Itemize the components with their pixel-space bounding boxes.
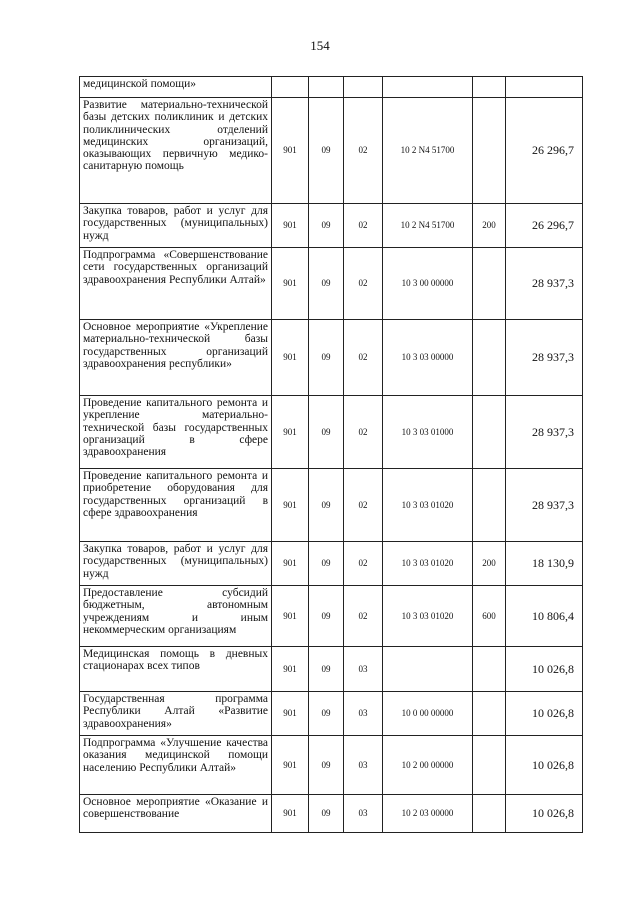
target-code: 10 2 03 00000	[383, 795, 473, 833]
subsection-code: 03	[344, 736, 383, 795]
section-code: 09	[309, 542, 344, 586]
table-row	[80, 248, 583, 320]
expense-type-code	[473, 692, 506, 736]
section-code: 09	[309, 647, 344, 692]
amount: 10 026,8	[506, 647, 583, 692]
target-code	[383, 77, 473, 98]
page-number: 154	[310, 38, 330, 53]
ministry-code: 901	[272, 320, 309, 396]
target-code: 10 2 N4 51700	[383, 98, 473, 204]
amount: 26 296,7	[506, 204, 583, 248]
target-code: 10 3 00 00000	[383, 248, 473, 320]
row-name: Проведение капитального ремонта и приобретение оборудования для государственных организаций в сфере здравоохранения	[80, 469, 272, 542]
ministry-code: 901	[272, 542, 309, 586]
expense-type-code	[473, 77, 506, 98]
ministry-code	[272, 77, 309, 98]
amount: 28 937,3	[506, 469, 583, 542]
table-row	[80, 469, 583, 542]
section-code: 09	[309, 396, 344, 469]
expense-type-code	[473, 248, 506, 320]
amount: 28 937,3	[506, 396, 583, 469]
amount: 10 026,8	[506, 795, 583, 833]
subsection-code: 02	[344, 542, 383, 586]
subsection-code: 02	[344, 320, 383, 396]
ministry-code: 901	[272, 692, 309, 736]
subsection-code: 02	[344, 586, 383, 647]
table-row	[80, 736, 583, 795]
target-code: 10 2 00 00000	[383, 736, 473, 795]
subsection-code: 02	[344, 469, 383, 542]
amount: 18 130,9	[506, 542, 583, 586]
amount: 10 806,4	[506, 586, 583, 647]
amount: 28 937,3	[506, 320, 583, 396]
ministry-code: 901	[272, 98, 309, 204]
row-name: Предоставление субсидий бюджетным, автономным учреждениям и иным некоммерческим организациям	[80, 586, 272, 647]
ministry-code: 901	[272, 396, 309, 469]
ministry-code: 901	[272, 736, 309, 795]
row-name: Государственная программа Республики Алтай «Развитие здравоохранения»	[80, 692, 272, 736]
amount: 28 937,3	[506, 248, 583, 320]
expense-type-code: 200	[473, 204, 506, 248]
expense-type-code	[473, 98, 506, 204]
row-name: Основное мероприятие «Укрепление материально-технической базы государственных организаций здравоохранения республики»	[80, 320, 272, 396]
section-code: 09	[309, 98, 344, 204]
ministry-code: 901	[272, 795, 309, 833]
section-code: 09	[309, 795, 344, 833]
target-code: 10 3 03 01020	[383, 469, 473, 542]
table-row	[80, 795, 583, 833]
row-name: Подпрограмма «Совершенствование сети государственных организаций здравоохранения Республики Алтай»	[80, 248, 272, 320]
section-code: 09	[309, 736, 344, 795]
row-name: Развитие материально-технической базы детских поликлиник и детских поликлинических отделений медицинских организаций, оказывающих первичную медико-санитарную помощь	[80, 98, 272, 204]
subsection-code: 02	[344, 98, 383, 204]
section-code: 09	[309, 586, 344, 647]
expense-type-code	[473, 320, 506, 396]
table-row	[80, 204, 583, 248]
section-code	[309, 77, 344, 98]
subsection-code: 03	[344, 647, 383, 692]
table-row	[80, 647, 583, 692]
target-code: 10 0 00 00000	[383, 692, 473, 736]
table-row	[80, 98, 583, 204]
subsection-code: 02	[344, 248, 383, 320]
row-name: Медицинская помощь в дневных стационарах всех типов	[80, 647, 272, 692]
table-row	[80, 77, 583, 98]
row-name: Основное мероприятие «Оказание и совершенствование	[80, 795, 272, 833]
row-name: Подпрограмма «Улучшение качества оказания медицинской помощи населению Республики Алтай»	[80, 736, 272, 795]
subsection-code: 02	[344, 204, 383, 248]
section-code: 09	[309, 692, 344, 736]
target-code: 10 2 N4 51700	[383, 204, 473, 248]
expense-type-code	[473, 469, 506, 542]
subsection-code: 03	[344, 795, 383, 833]
table-row	[80, 586, 583, 647]
section-code: 09	[309, 469, 344, 542]
ministry-code: 901	[272, 248, 309, 320]
row-name: Закупка товаров, работ и услуг для государственных (муниципальных) нужд	[80, 204, 272, 248]
target-code: 10 3 03 01000	[383, 396, 473, 469]
ministry-code: 901	[272, 647, 309, 692]
target-code	[383, 647, 473, 692]
expense-type-code: 200	[473, 542, 506, 586]
section-code: 09	[309, 204, 344, 248]
subsection-code: 02	[344, 396, 383, 469]
table-row	[80, 396, 583, 469]
expense-type-code	[473, 396, 506, 469]
budget-table	[79, 76, 583, 833]
row-name: Закупка товаров, работ и услуг для государственных (муниципальных) нужд	[80, 542, 272, 586]
table-row	[80, 320, 583, 396]
section-code: 09	[309, 248, 344, 320]
ministry-code: 901	[272, 469, 309, 542]
expense-type-code	[473, 647, 506, 692]
table-row	[80, 542, 583, 586]
subsection-code: 03	[344, 692, 383, 736]
row-name: Проведение капитального ремонта и укрепление материально-технической базы государственных организаций в сфере здравоохранения	[80, 396, 272, 469]
expense-type-code	[473, 736, 506, 795]
target-code: 10 3 03 01020	[383, 586, 473, 647]
amount: 26 296,7	[506, 98, 583, 204]
row-name: медицинской помощи»	[80, 77, 272, 98]
target-code: 10 3 03 00000	[383, 320, 473, 396]
target-code: 10 3 03 01020	[383, 542, 473, 586]
expense-type-code: 600	[473, 586, 506, 647]
amount	[506, 77, 583, 98]
section-code: 09	[309, 320, 344, 396]
ministry-code: 901	[272, 586, 309, 647]
amount: 10 026,8	[506, 736, 583, 795]
subsection-code	[344, 77, 383, 98]
table-row	[80, 692, 583, 736]
ministry-code: 901	[272, 204, 309, 248]
expense-type-code	[473, 795, 506, 833]
amount: 10 026,8	[506, 692, 583, 736]
